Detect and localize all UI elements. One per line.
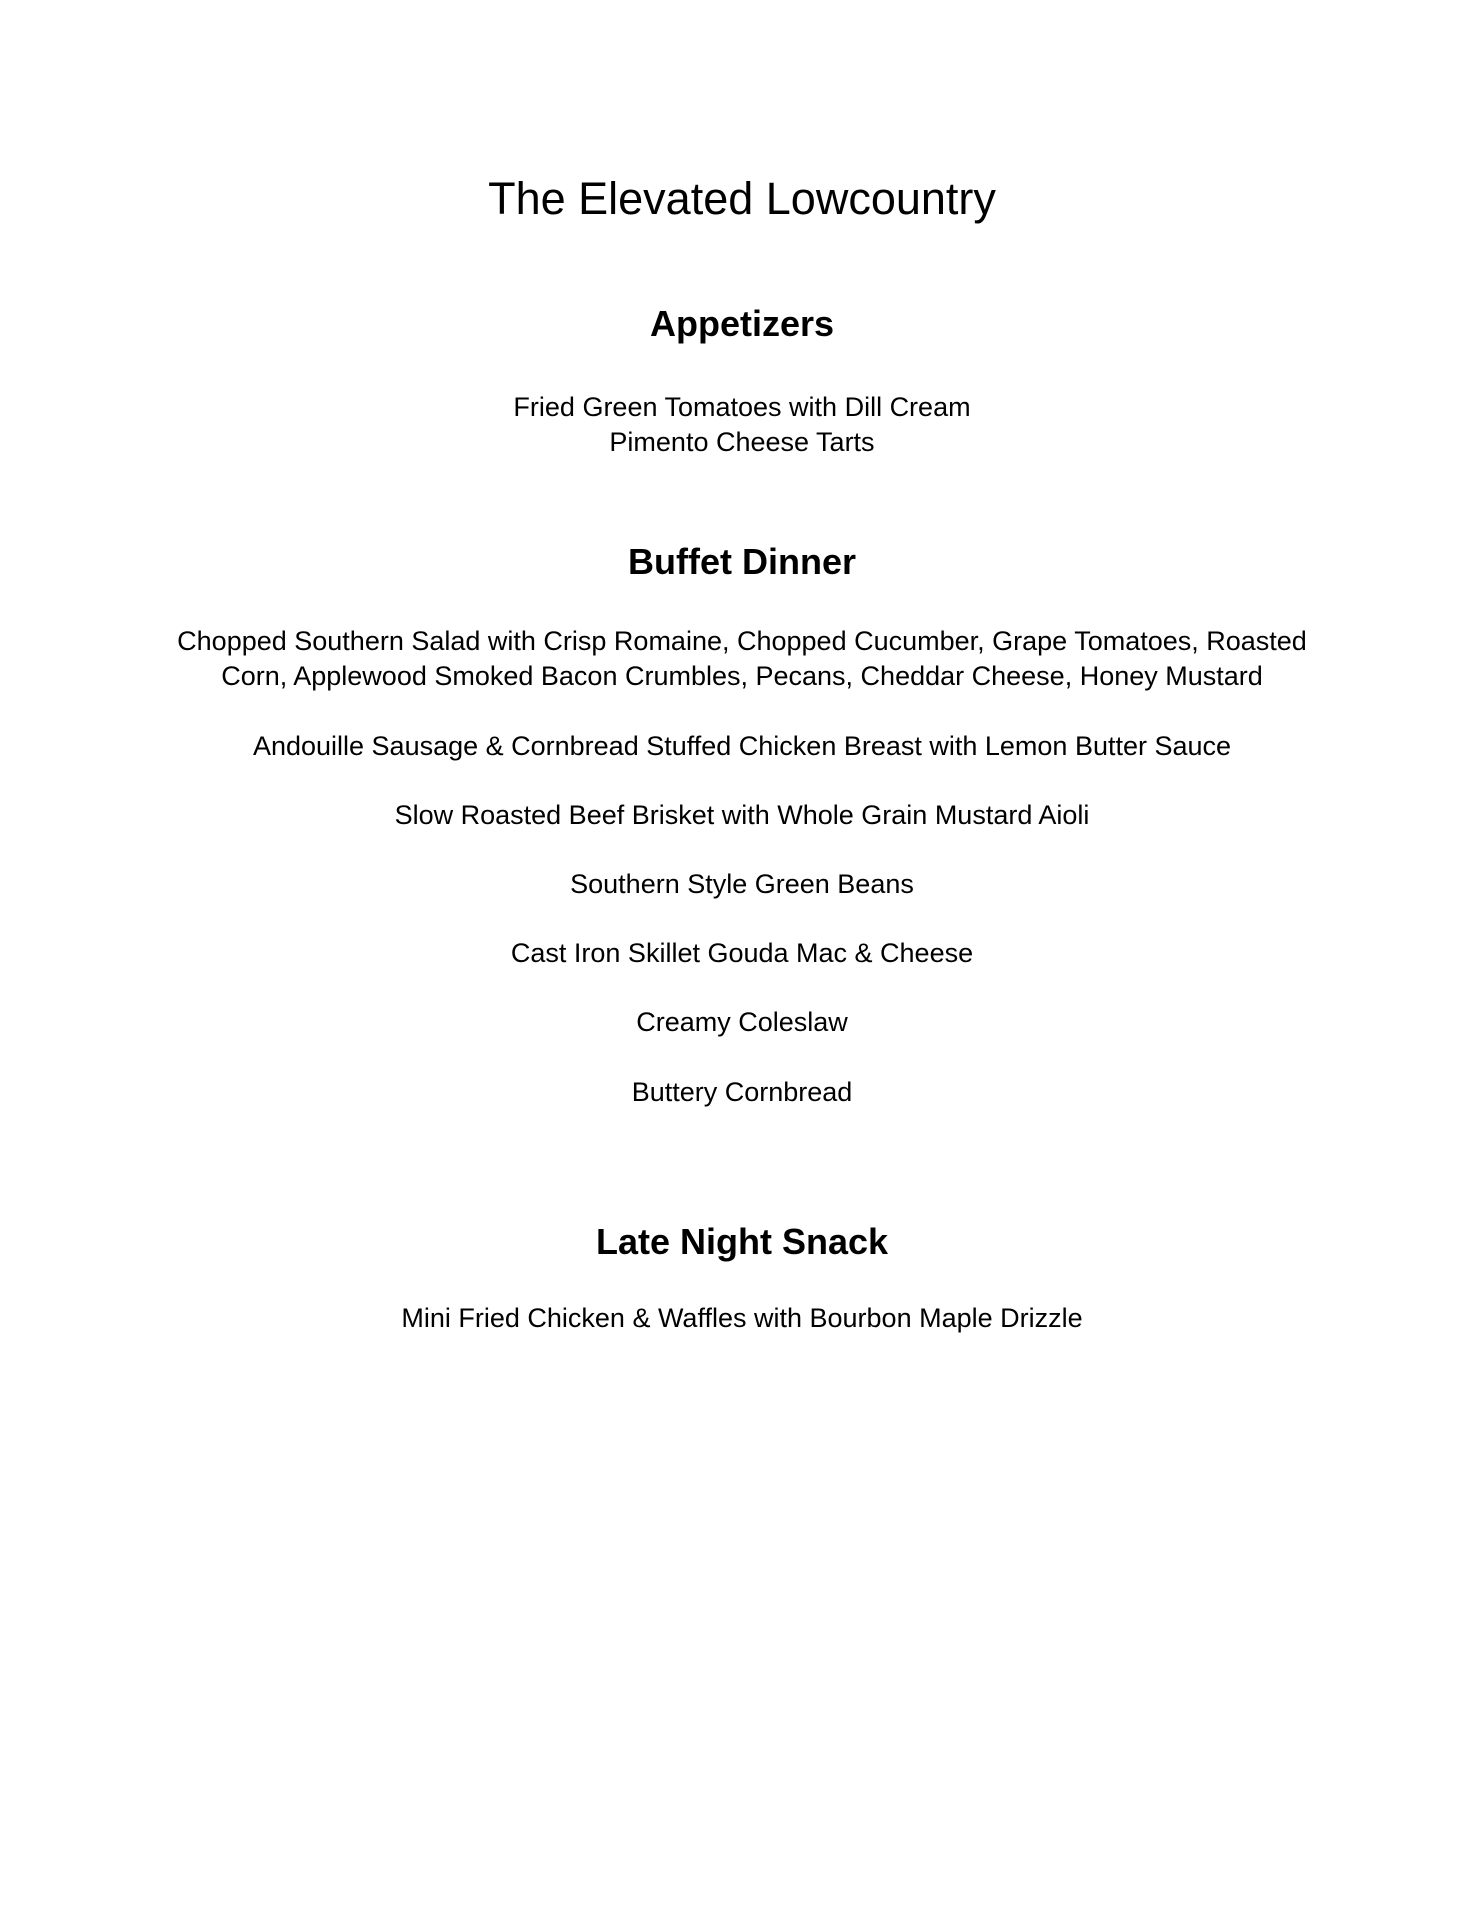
menu-item: Chopped Southern Salad with Crisp Romaine, Chopped Cucumber, Grape Tomatoes, Roasted (177, 626, 1307, 656)
section-heading-appetizers: Appetizers (649, 303, 835, 344)
menu-item: Corn, Applewood Smoked Bacon Crumbles, Pecans, Cheddar Cheese, Honey Mustard (221, 661, 1263, 691)
section-heading-late-night-snack: Late Night Snack (595, 1221, 889, 1262)
menu-item: Fried Green Tomatoes with Dill Cream (513, 392, 971, 422)
menu-item: Creamy Coleslaw (636, 1007, 848, 1037)
menu-item: Mini Fried Chicken & Waffles with Bourbon Maple Drizzle (401, 1303, 1083, 1333)
menu-item: Southern Style Green Beans (570, 869, 914, 899)
menu-item: Buttery Cornbread (631, 1077, 853, 1107)
menu-title: The Elevated Lowcountry (488, 173, 996, 224)
menu-item: Cast Iron Skillet Gouda Mac & Cheese (510, 938, 974, 968)
menu-item: Pimento Cheese Tarts (609, 427, 875, 457)
menu-item: Slow Roasted Beef Brisket with Whole Grain Mustard Aioli (394, 800, 1090, 830)
menu-item: Andouille Sausage & Cornbread Stuffed Chicken Breast with Lemon Butter Sauce (252, 731, 1232, 761)
section-heading-buffet-dinner: Buffet Dinner (628, 541, 856, 582)
